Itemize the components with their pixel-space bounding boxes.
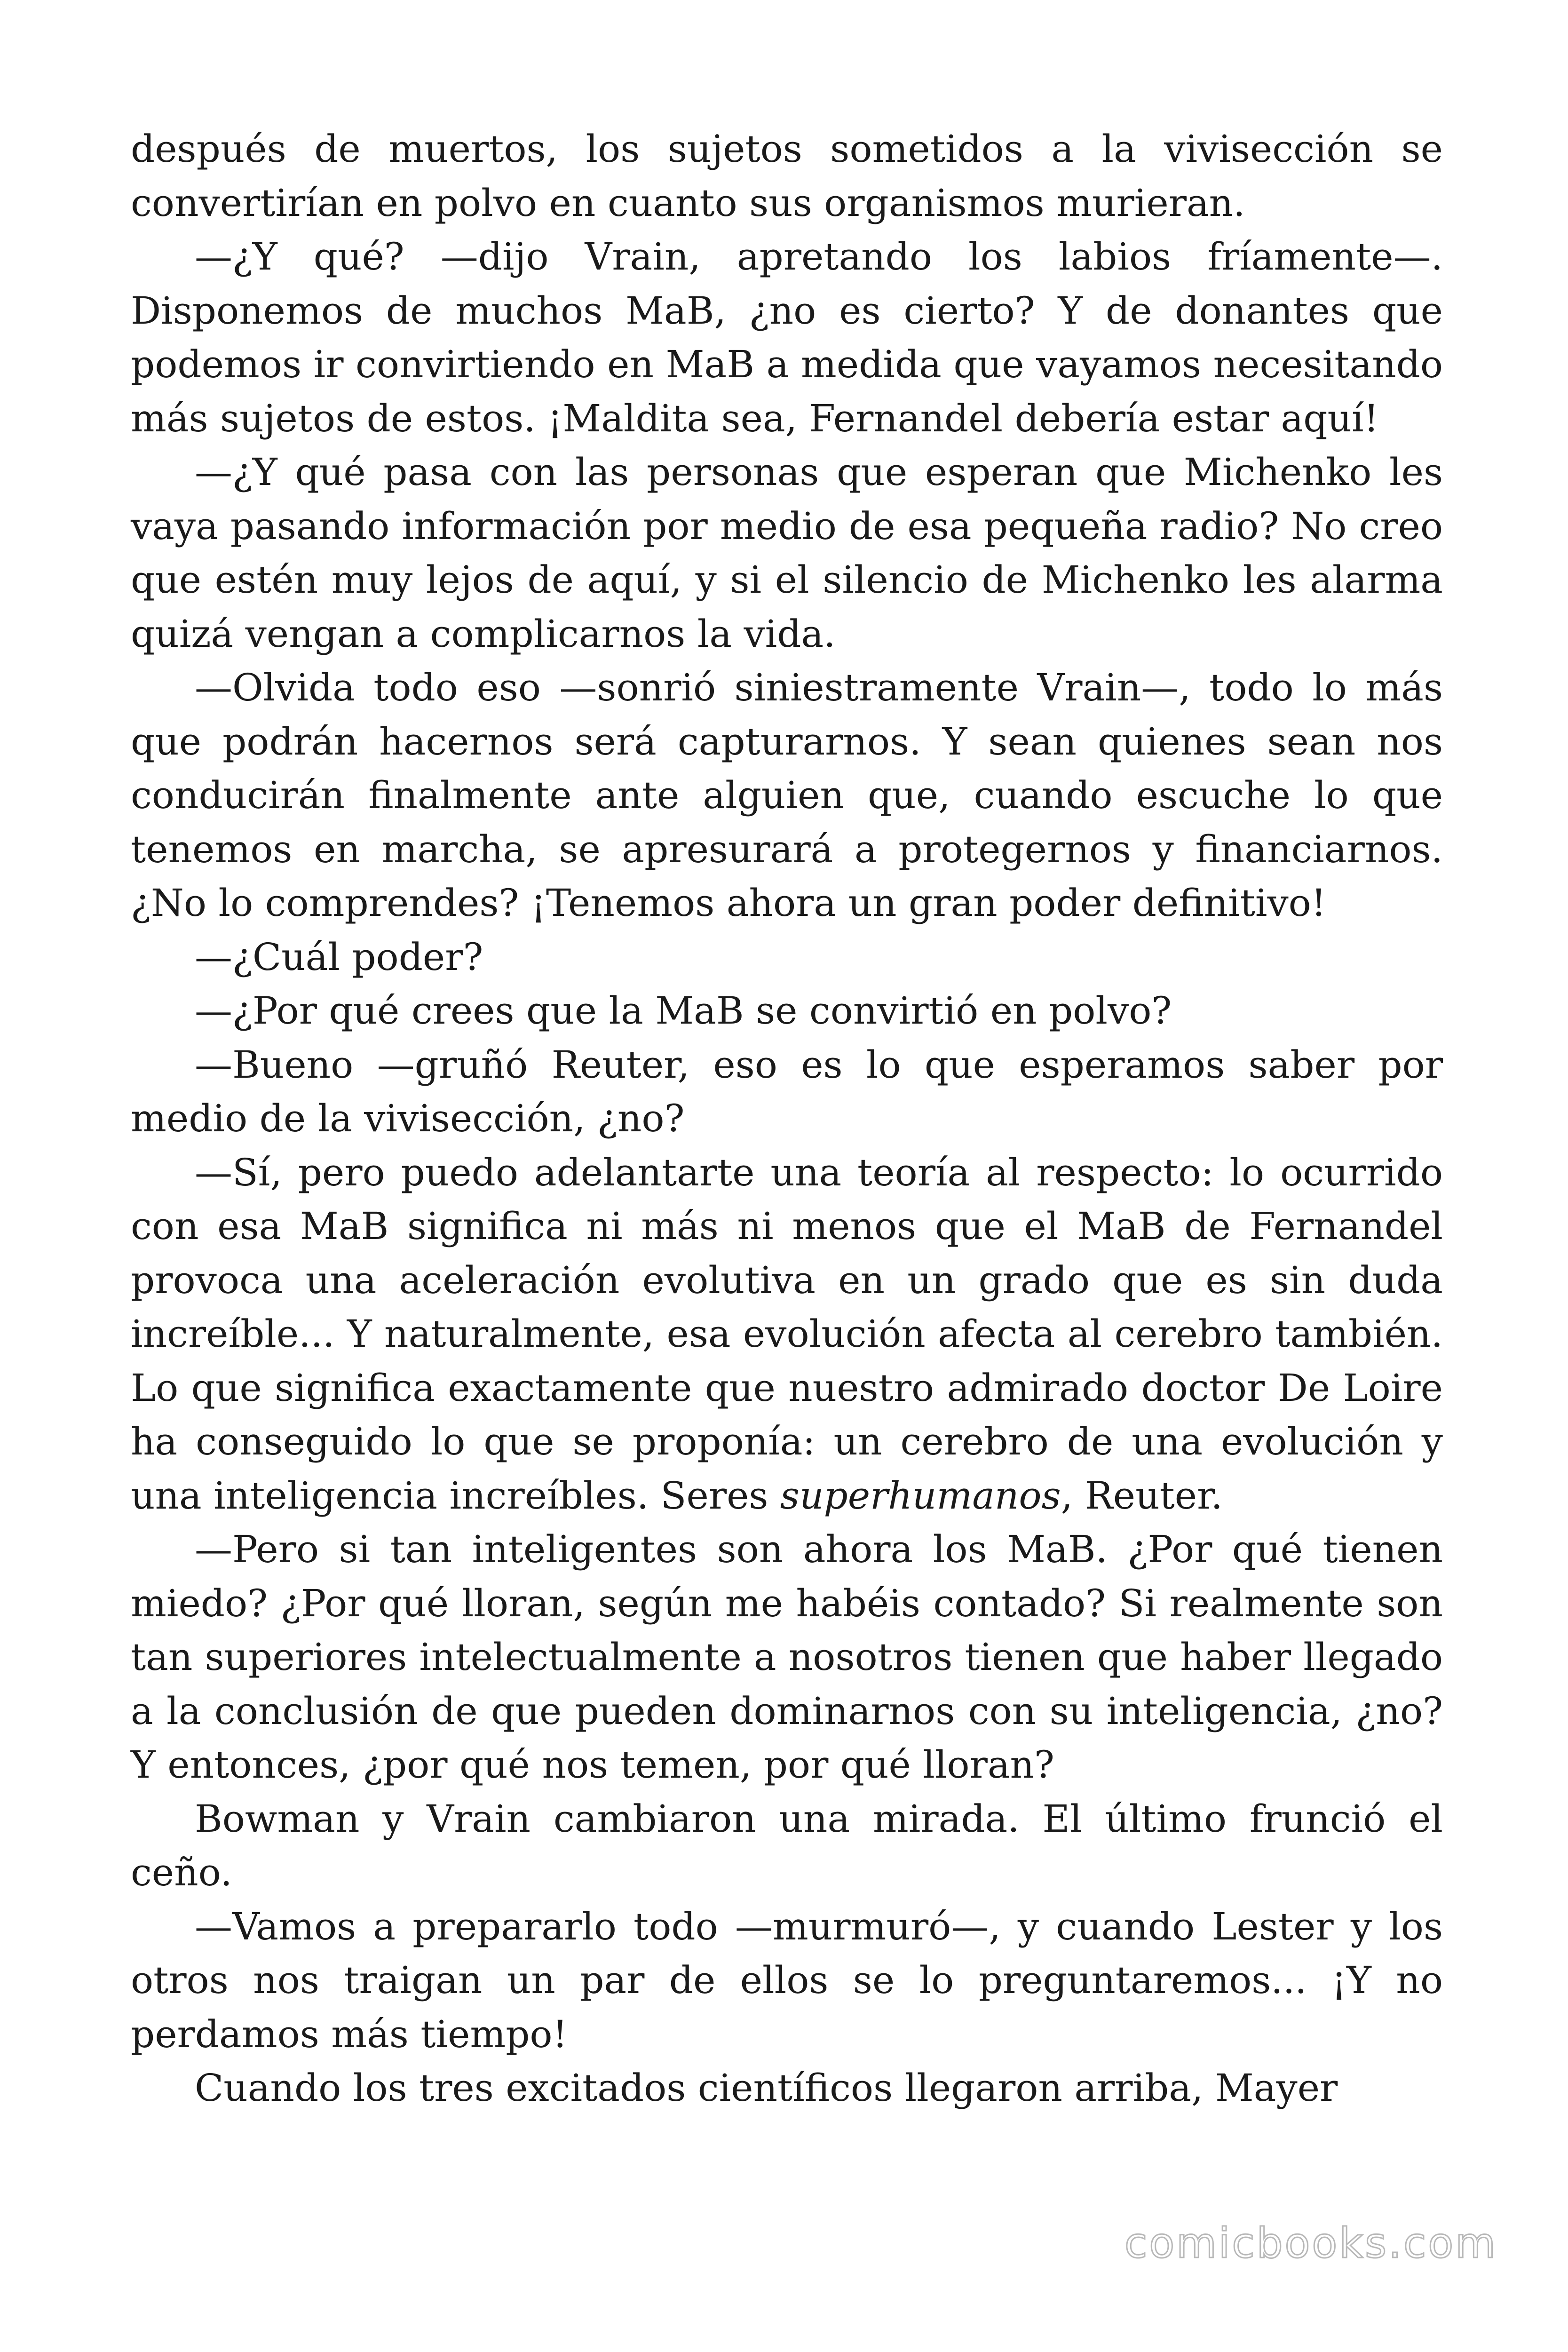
watermark: comicbooks.com (1124, 2219, 1497, 2267)
book-page (131, 122, 1443, 2115)
paragraph: —¿Y qué pasa con las personas que esperan que Michenko les vaya pasando información por medio de esa pequeña radio? No creo que estén muy lejos de aquí, y si el silencio de Michenko les alarma quizá vengan a complicarnos la vida. (131, 450, 1443, 656)
paragraph: —¿Cuál poder? (195, 935, 483, 979)
paragraph: después de muertos, los sujetos sometidos a la vivisección se convertirían en polvo en cuanto sus organismos murieran. (131, 127, 1443, 225)
paragraph: —Vamos a prepararlo todo —murmuró—, y cuando Lester y los otros nos traigan un par de ellos se lo preguntaremos... ¡Y no perdamos más tiempo! (131, 1904, 1443, 2056)
paragraph-text: —Sí, pero puedo adelantarte una teoría al respecto: lo ocurrido con esa MaB significa ni más ni menos que el MaB de Fernandel provoca una aceleración evolutiva en un grado que es sin duda increíble... Y naturalmente, esa evolución afecta al cerebro también. Lo que significa exactamente que nuestro admirado doctor De Loire ha conseguido lo que se proponía: un cerebro de una evolución y una inteligencia increíbles. Seres (131, 1150, 1443, 1518)
emphasized-word: superhumanos (780, 1473, 1061, 1518)
paragraph-text: , Reuter. (1061, 1473, 1223, 1518)
page-text (131, 122, 1443, 2115)
paragraph: —¿Por qué crees que la MaB se convirtió en polvo? (195, 989, 1172, 1033)
paragraph: —Bueno —gruñó Reuter, eso es lo que esperamos saber por medio de la vivisección, ¿no? (131, 1042, 1443, 1140)
paragraph: Cuando los tres excitados científicos llegaron arriba, Mayer (195, 2066, 1338, 2110)
paragraph: —Olvida todo eso —sonrió siniestramente Vrain—, todo lo más que podrán hacernos será capturarnos. Y sean quienes sean nos conducirán finalmente ante alguien que, cuando escuche lo que tenemos en marcha, se apresurará a protegernos y financiarnos. ¿No lo comprendes? ¡Tenemos ahora un gran poder definitivo! (131, 666, 1443, 925)
paragraph-theory (131, 1146, 1443, 1523)
paragraph: —Pero si tan inteligentes son ahora los MaB. ¿Por qué tienen miedo? ¿Por qué lloran, según me habéis contado? Si realmente son tan superiores intelectualmente a nosotros tienen que haber llegado a la conclusión de que pueden dominarnos con su inteligencia, ¿no? Y entonces, ¿por qué nos temen, por qué lloran? (131, 1527, 1443, 1787)
paragraph: —¿Y qué? —dijo Vrain, apretando los labios fríamente—. Disponemos de muchos MaB, ¿no es cierto? Y de donantes que podemos ir convirtiendo en MaB a medida que vayamos necesitando más sujetos de estos. ¡Maldita sea, Fernandel debería estar aquí! (131, 235, 1443, 440)
paragraph: Bowman y Vrain cambiaron una mirada. El último frunció el ceño. (131, 1796, 1443, 1894)
